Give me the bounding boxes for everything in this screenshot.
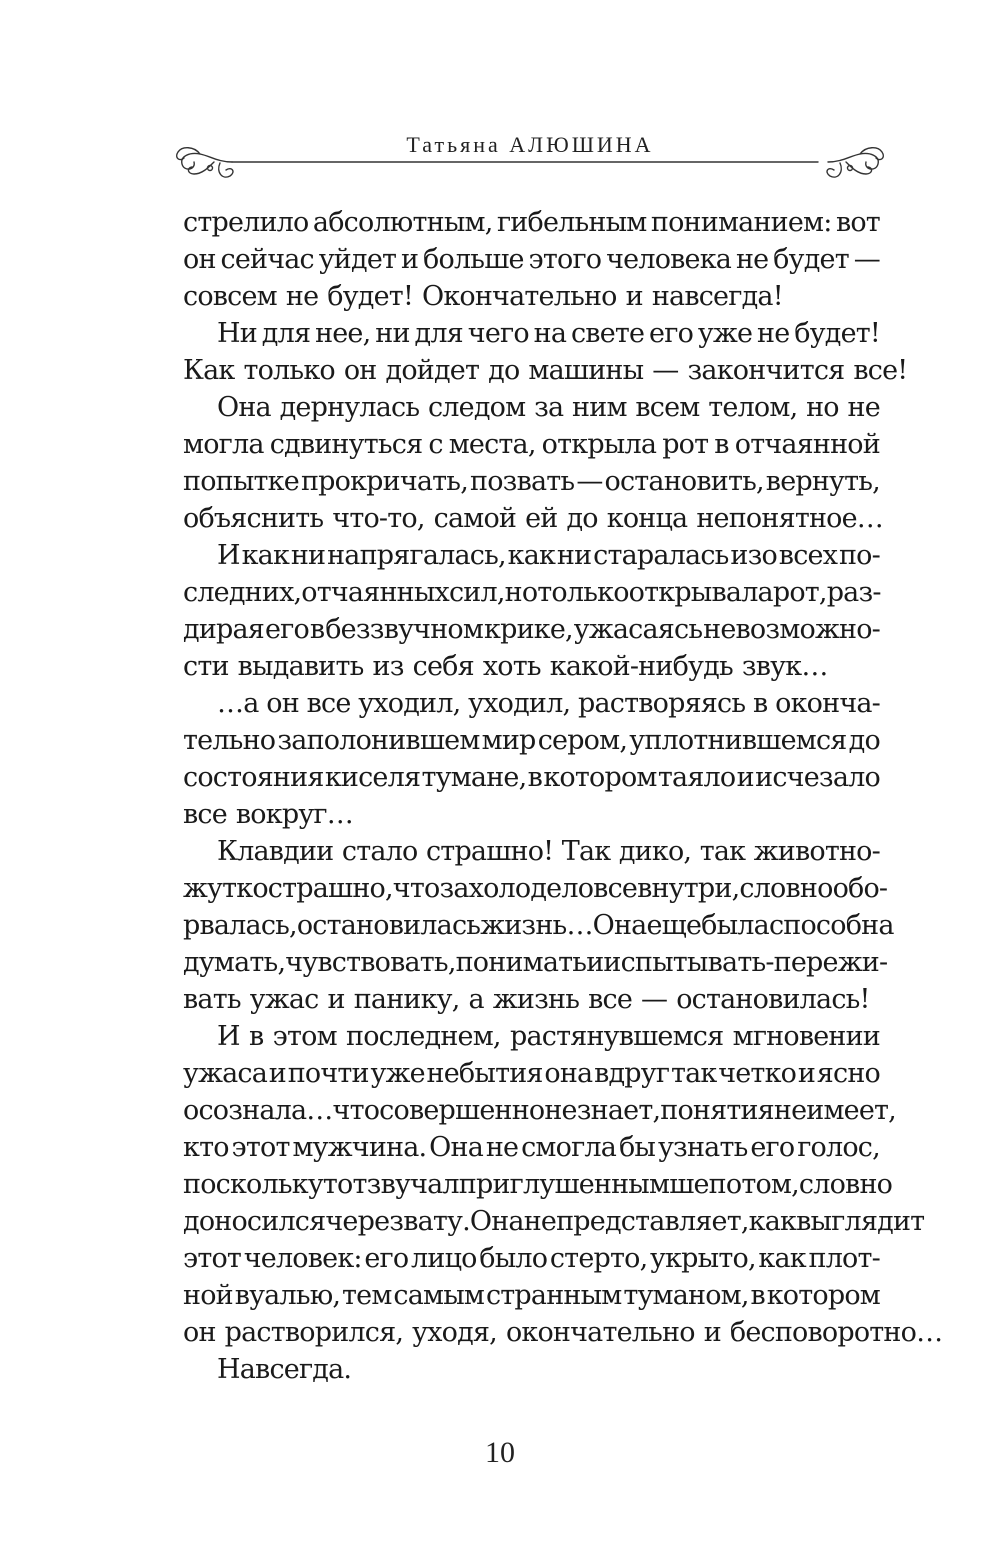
- text-line: следних, отчаянных сил, но только открывала рот, раз-: [183, 577, 881, 608]
- text-line: осознала… что совершенно не знает, понятия не имеет,: [183, 1095, 896, 1126]
- text-line: состояния киселя тумане, в котором таяло и исчезало: [183, 762, 880, 793]
- text-line: жутко страшно, что захолодело все внутри, словно обо-: [183, 873, 888, 904]
- text-line: стрелило абсолютным, гибельным пониманием: вот: [183, 207, 880, 238]
- text-line: могла сдвинуться с места, открыла рот в отчаянной: [183, 429, 880, 460]
- text-line: он сейчас уйдет и больше этого человека не будет —: [183, 244, 880, 275]
- text-line: сти выдавить из себя хоть какой-нибудь звук…: [183, 651, 828, 682]
- text-line: этот человек: его лицо было стерто, укрыто, как плот-: [183, 1243, 880, 1274]
- text-line: все вокруг…: [183, 799, 353, 830]
- text-line: кто этот мужчина. Она не смогла бы узнать его голос,: [183, 1132, 880, 1163]
- text-line: И как ни напрягалась, как ни старалась изо всех по-: [217, 540, 880, 571]
- text-line: объяснить что-то, самой ей до конца непонятное…: [183, 503, 883, 534]
- text-line: доносился через вату. Она не представляет, как выглядит: [183, 1206, 925, 1237]
- text-line: тельно заполонившем мир сером, уплотнившемся до: [183, 725, 880, 756]
- text-line: дирая его в беззвучном крике, ужасаясь невозможно-: [183, 614, 880, 645]
- text-line: Клавдии стало страшно! Так дико, так животно-: [217, 836, 880, 867]
- text-line: Навсегда.: [217, 1354, 352, 1385]
- text-line: ной вуалью, тем самым странным туманом, в котором: [183, 1280, 880, 1311]
- text-line: рвалась, остановилась жизнь… Она еще была способна: [183, 910, 894, 941]
- running-header: [170, 128, 890, 188]
- text-line: …а он все уходил, уходил, растворяясь в оконча-: [217, 688, 880, 719]
- text-line: он растворился, уходя, окончательно и бесповоротно…: [183, 1317, 943, 1348]
- header-author: Татьяна АЛЮШИНА: [406, 132, 654, 157]
- text-line: Как только он дойдет до машины — закончится все!: [183, 355, 908, 386]
- text-line: попытке прокричать, позвать — остановить, вернуть,: [183, 466, 880, 497]
- text-line: поскольку тот звучал приглушенным шепотом, словно: [183, 1169, 893, 1200]
- body-text: [183, 204, 943, 1388]
- text-line: Ни для нее, ни для чего на свете его уже не будет!: [217, 318, 880, 349]
- text-line: совсем не будет! Окончательно и навсегда!: [183, 281, 783, 312]
- page-number: 10: [485, 1436, 515, 1469]
- text-line: И в этом последнем, растянувшемся мгновении: [217, 1021, 880, 1052]
- text-line: ужаса и почти уже небытия она вдруг так четко и ясно: [183, 1058, 880, 1089]
- text-line: думать, чувствовать, понимать и испытывать-пережи-: [183, 947, 888, 978]
- text-line: вать ужас и панику, а жизнь все — остановилась!: [183, 984, 870, 1015]
- text-line: Она дернулась следом за ним всем телом, но не: [217, 392, 880, 423]
